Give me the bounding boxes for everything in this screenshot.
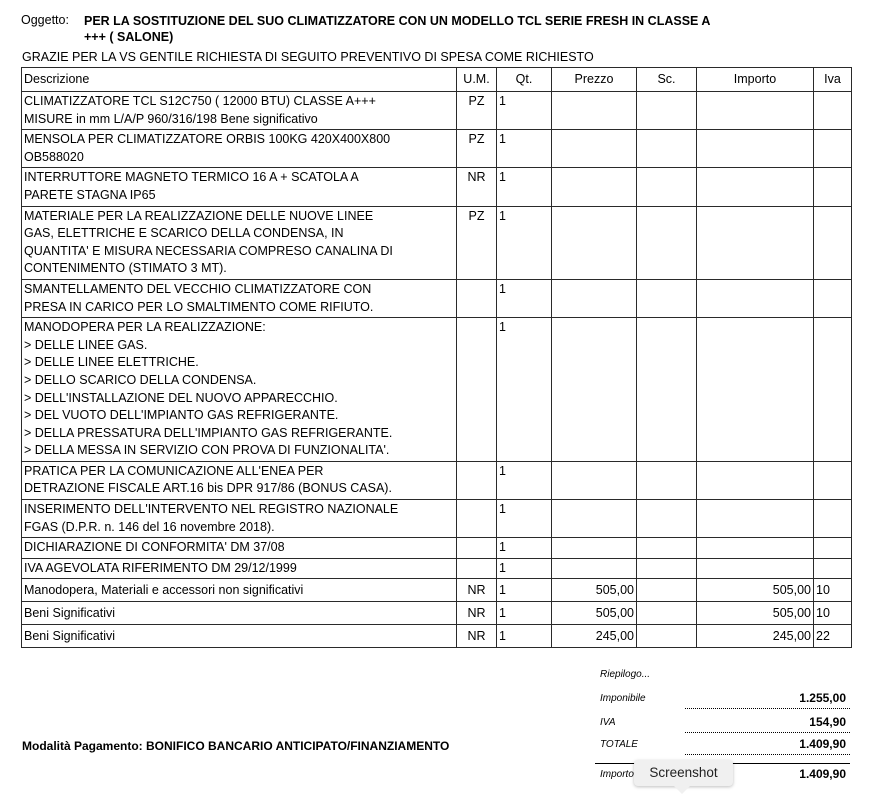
row-description (22, 558, 457, 579)
row-discount (637, 92, 697, 130)
table-header-row (22, 68, 852, 92)
screenshot-tooltip: Screenshot (634, 760, 733, 786)
row-description (22, 538, 457, 559)
row-vat: 10 (814, 602, 852, 625)
row-discount (637, 538, 697, 559)
description-line: PRESA IN CARICO PER LO SMALTIMENTO COME RIFIUTO. (24, 299, 374, 314)
table-row (22, 602, 852, 625)
row-discount (637, 130, 697, 168)
table-row (22, 92, 852, 130)
row-vat (814, 206, 852, 279)
table-row (22, 625, 852, 648)
row-vat (814, 130, 852, 168)
row-vat (814, 92, 852, 130)
summary-vat-row (595, 713, 850, 733)
description-line: > DELLE LINEE GAS. (24, 337, 148, 352)
row-discount (637, 461, 697, 499)
summary-dotted-line (685, 708, 850, 709)
row-price (552, 279, 637, 317)
row-price (552, 206, 637, 279)
row-um: PZ (457, 130, 497, 168)
row-price (552, 558, 637, 579)
row-vat (814, 538, 852, 559)
description-line: > DELLE LINEE ELETTRICHE. (24, 355, 199, 370)
description-line: > DELL'INSTALLAZIONE DEL NUOVO APPARECCHIO. (24, 390, 338, 405)
row-vat (814, 461, 852, 499)
table-row (22, 318, 852, 462)
description-line: INSERIMENTO DELL'INTERVENTO NEL REGISTRO NAZIONALE (24, 502, 399, 517)
row-vat (814, 168, 852, 206)
row-um (457, 279, 497, 317)
description-line: QUANTITA' E MISURA NECESSARIA COMPRESO CANALINA DI (24, 243, 393, 258)
row-qty: 1 (497, 500, 552, 538)
row-qty: 1 (497, 461, 552, 499)
row-um: NR (457, 602, 497, 625)
row-discount (637, 602, 697, 625)
row-price (552, 168, 637, 206)
description-line: GAS, ELETTRICHE E SCARICO DELLA CONDENSA, IN (24, 226, 344, 241)
summary-total-value: 1.409,90 (799, 737, 846, 751)
tooltip-arrow (674, 786, 690, 794)
description-line: DICHIARAZIONE DI CONFORMITA' DM 37/08 (24, 540, 285, 555)
row-price: 245,00 (552, 625, 637, 648)
row-description: Manodopera, Materiali e accessori non significativi (22, 579, 457, 602)
row-description: Beni Significativi (22, 602, 457, 625)
description-line: PARETE STAGNA IP65 (24, 187, 156, 202)
row-amount (697, 558, 814, 579)
header-discount: Sc. (637, 68, 697, 92)
row-discount (637, 500, 697, 538)
row-qty: 1 (497, 558, 552, 579)
row-amount (697, 318, 814, 462)
table-row (22, 500, 852, 538)
table-row (22, 130, 852, 168)
payment-method: Modalità Pagamento: BONIFICO BANCARIO ANTICIPATO/FINANZIAMENTO (22, 739, 450, 753)
row-description (22, 92, 457, 130)
table-row (22, 206, 852, 279)
description-line: > DELLA PRESSATURA DELL'IMPIANTO GAS REFRIGERANTE. (24, 425, 393, 440)
row-price (552, 461, 637, 499)
subject-text (84, 13, 764, 45)
description-line: FGAS (D.P.R. n. 146 del 16 novembre 2018). (24, 519, 275, 534)
row-qty: 1 (497, 625, 552, 648)
row-amount (697, 168, 814, 206)
row-amount: 245,00 (697, 625, 814, 648)
summary-total-label: TOTALE (600, 739, 638, 750)
summary-vat-value: 154,90 (809, 715, 846, 729)
summary-heading: Riepilogo... (600, 669, 651, 680)
row-qty: 1 (497, 538, 552, 559)
row-description (22, 168, 457, 206)
summary-amount-label: Importo (600, 769, 634, 780)
subject-line: +++ ( SALONE) (84, 30, 174, 44)
row-description (22, 279, 457, 317)
summary-total-row (595, 735, 850, 755)
row-qty: 1 (497, 579, 552, 602)
header-description: Descrizione (22, 68, 457, 92)
row-discount (637, 558, 697, 579)
row-amount (697, 279, 814, 317)
row-discount (637, 579, 697, 602)
description-line: INTERRUTTORE MAGNETO TERMICO 16 A + SCATOLA A (24, 170, 359, 185)
row-um (457, 500, 497, 538)
subject-line: PER LA SOSTITUZIONE DEL SUO CLIMATIZZATORE CON UN MODELLO TCL SERIE FRESH IN CLASSE A (84, 14, 711, 28)
table-row (22, 461, 852, 499)
description-line: > DELLO SCARICO DELLA CONDENSA. (24, 372, 257, 387)
intro-text: GRAZIE PER LA VS GENTILE RICHIESTA DI SEGUITO PREVENTIVO DI SPESA COME RICHIESTO (22, 50, 594, 64)
row-discount (637, 168, 697, 206)
row-vat (814, 318, 852, 462)
row-description: Beni Significativi (22, 625, 457, 648)
row-um (457, 538, 497, 559)
subject-label: Oggetto: (21, 13, 69, 27)
row-um: PZ (457, 206, 497, 279)
header-um: U.M. (457, 68, 497, 92)
row-qty: 1 (497, 168, 552, 206)
row-description (22, 500, 457, 538)
description-line: > DEL VUOTO DELL'IMPIANTO GAS REFRIGERANTE. (24, 408, 339, 423)
row-discount (637, 318, 697, 462)
description-line: CONTENIMENTO (STIMATO 3 MT). (24, 261, 227, 276)
row-qty: 1 (497, 279, 552, 317)
row-amount (697, 538, 814, 559)
description-line: DETRAZIONE FISCALE ART.16 bis DPR 917/86 (BONUS CASA). (24, 481, 392, 496)
row-um: PZ (457, 92, 497, 130)
row-qty: 1 (497, 602, 552, 625)
row-qty: 1 (497, 206, 552, 279)
description-line: > DELLA MESSA IN SERVIZIO CON PROVA DI FUNZIONALITA'. (24, 443, 390, 458)
header-vat: Iva (814, 68, 852, 92)
description-line: PRATICA PER LA COMUNICAZIONE ALL'ENEA PER (24, 463, 324, 478)
table-row (22, 558, 852, 579)
description-line: MATERIALE PER LA REALIZZAZIONE DELLE NUOVE LINEE (24, 208, 374, 223)
summary-amount-value: 1.409,90 (799, 767, 846, 781)
row-amount (697, 500, 814, 538)
table-row (22, 538, 852, 559)
description-line: MANODOPERA PER LA REALIZZAZIONE: (24, 320, 266, 335)
summary-vat-label: IVA (600, 717, 616, 728)
row-vat (814, 500, 852, 538)
row-qty: 1 (497, 318, 552, 462)
description-line: IVA AGEVOLATA RIFERIMENTO DM 29/12/1999 (24, 560, 297, 575)
summary-taxable-value: 1.255,00 (799, 691, 846, 705)
row-um (457, 461, 497, 499)
row-price (552, 92, 637, 130)
row-price (552, 538, 637, 559)
row-amount (697, 92, 814, 130)
row-price (552, 318, 637, 462)
row-discount (637, 625, 697, 648)
row-price: 505,00 (552, 602, 637, 625)
row-vat (814, 279, 852, 317)
row-vat: 22 (814, 625, 852, 648)
quote-table (21, 67, 852, 648)
summary-taxable-row (595, 689, 850, 709)
row-price (552, 130, 637, 168)
row-price: 505,00 (552, 579, 637, 602)
header-price: Prezzo (552, 68, 637, 92)
row-description (22, 206, 457, 279)
row-amount: 505,00 (697, 602, 814, 625)
row-discount (637, 206, 697, 279)
header-qty: Qt. (497, 68, 552, 92)
row-description (22, 461, 457, 499)
row-amount (697, 206, 814, 279)
summary-dotted-line (685, 754, 850, 755)
description-line: CLIMATIZZATORE TCL S12C750 ( 12000 BTU) CLASSE A+++ (24, 94, 376, 108)
table-row (22, 168, 852, 206)
row-amount (697, 130, 814, 168)
table-row (22, 579, 852, 602)
row-description (22, 318, 457, 462)
row-price (552, 500, 637, 538)
row-um: NR (457, 579, 497, 602)
summary-dotted-line (685, 732, 850, 733)
row-qty: 1 (497, 130, 552, 168)
row-description (22, 130, 457, 168)
description-line: SMANTELLAMENTO DEL VECCHIO CLIMATIZZATORE CON (24, 281, 372, 296)
table-row (22, 279, 852, 317)
row-qty: 1 (497, 92, 552, 130)
row-um (457, 558, 497, 579)
summary-taxable-label: Imponibile (600, 693, 646, 704)
row-discount (637, 279, 697, 317)
row-um: NR (457, 625, 497, 648)
row-amount (697, 461, 814, 499)
header-amount: Importo (697, 68, 814, 92)
description-line: MISURE in mm L/A/P 960/316/198 Bene significativo (24, 111, 318, 126)
row-um (457, 318, 497, 462)
row-vat (814, 558, 852, 579)
row-amount: 505,00 (697, 579, 814, 602)
row-um: NR (457, 168, 497, 206)
description-line: MENSOLA PER CLIMATIZZATORE ORBIS 100KG 420X400X800 (24, 132, 391, 147)
description-line: OB588020 (24, 149, 84, 164)
row-vat: 10 (814, 579, 852, 602)
